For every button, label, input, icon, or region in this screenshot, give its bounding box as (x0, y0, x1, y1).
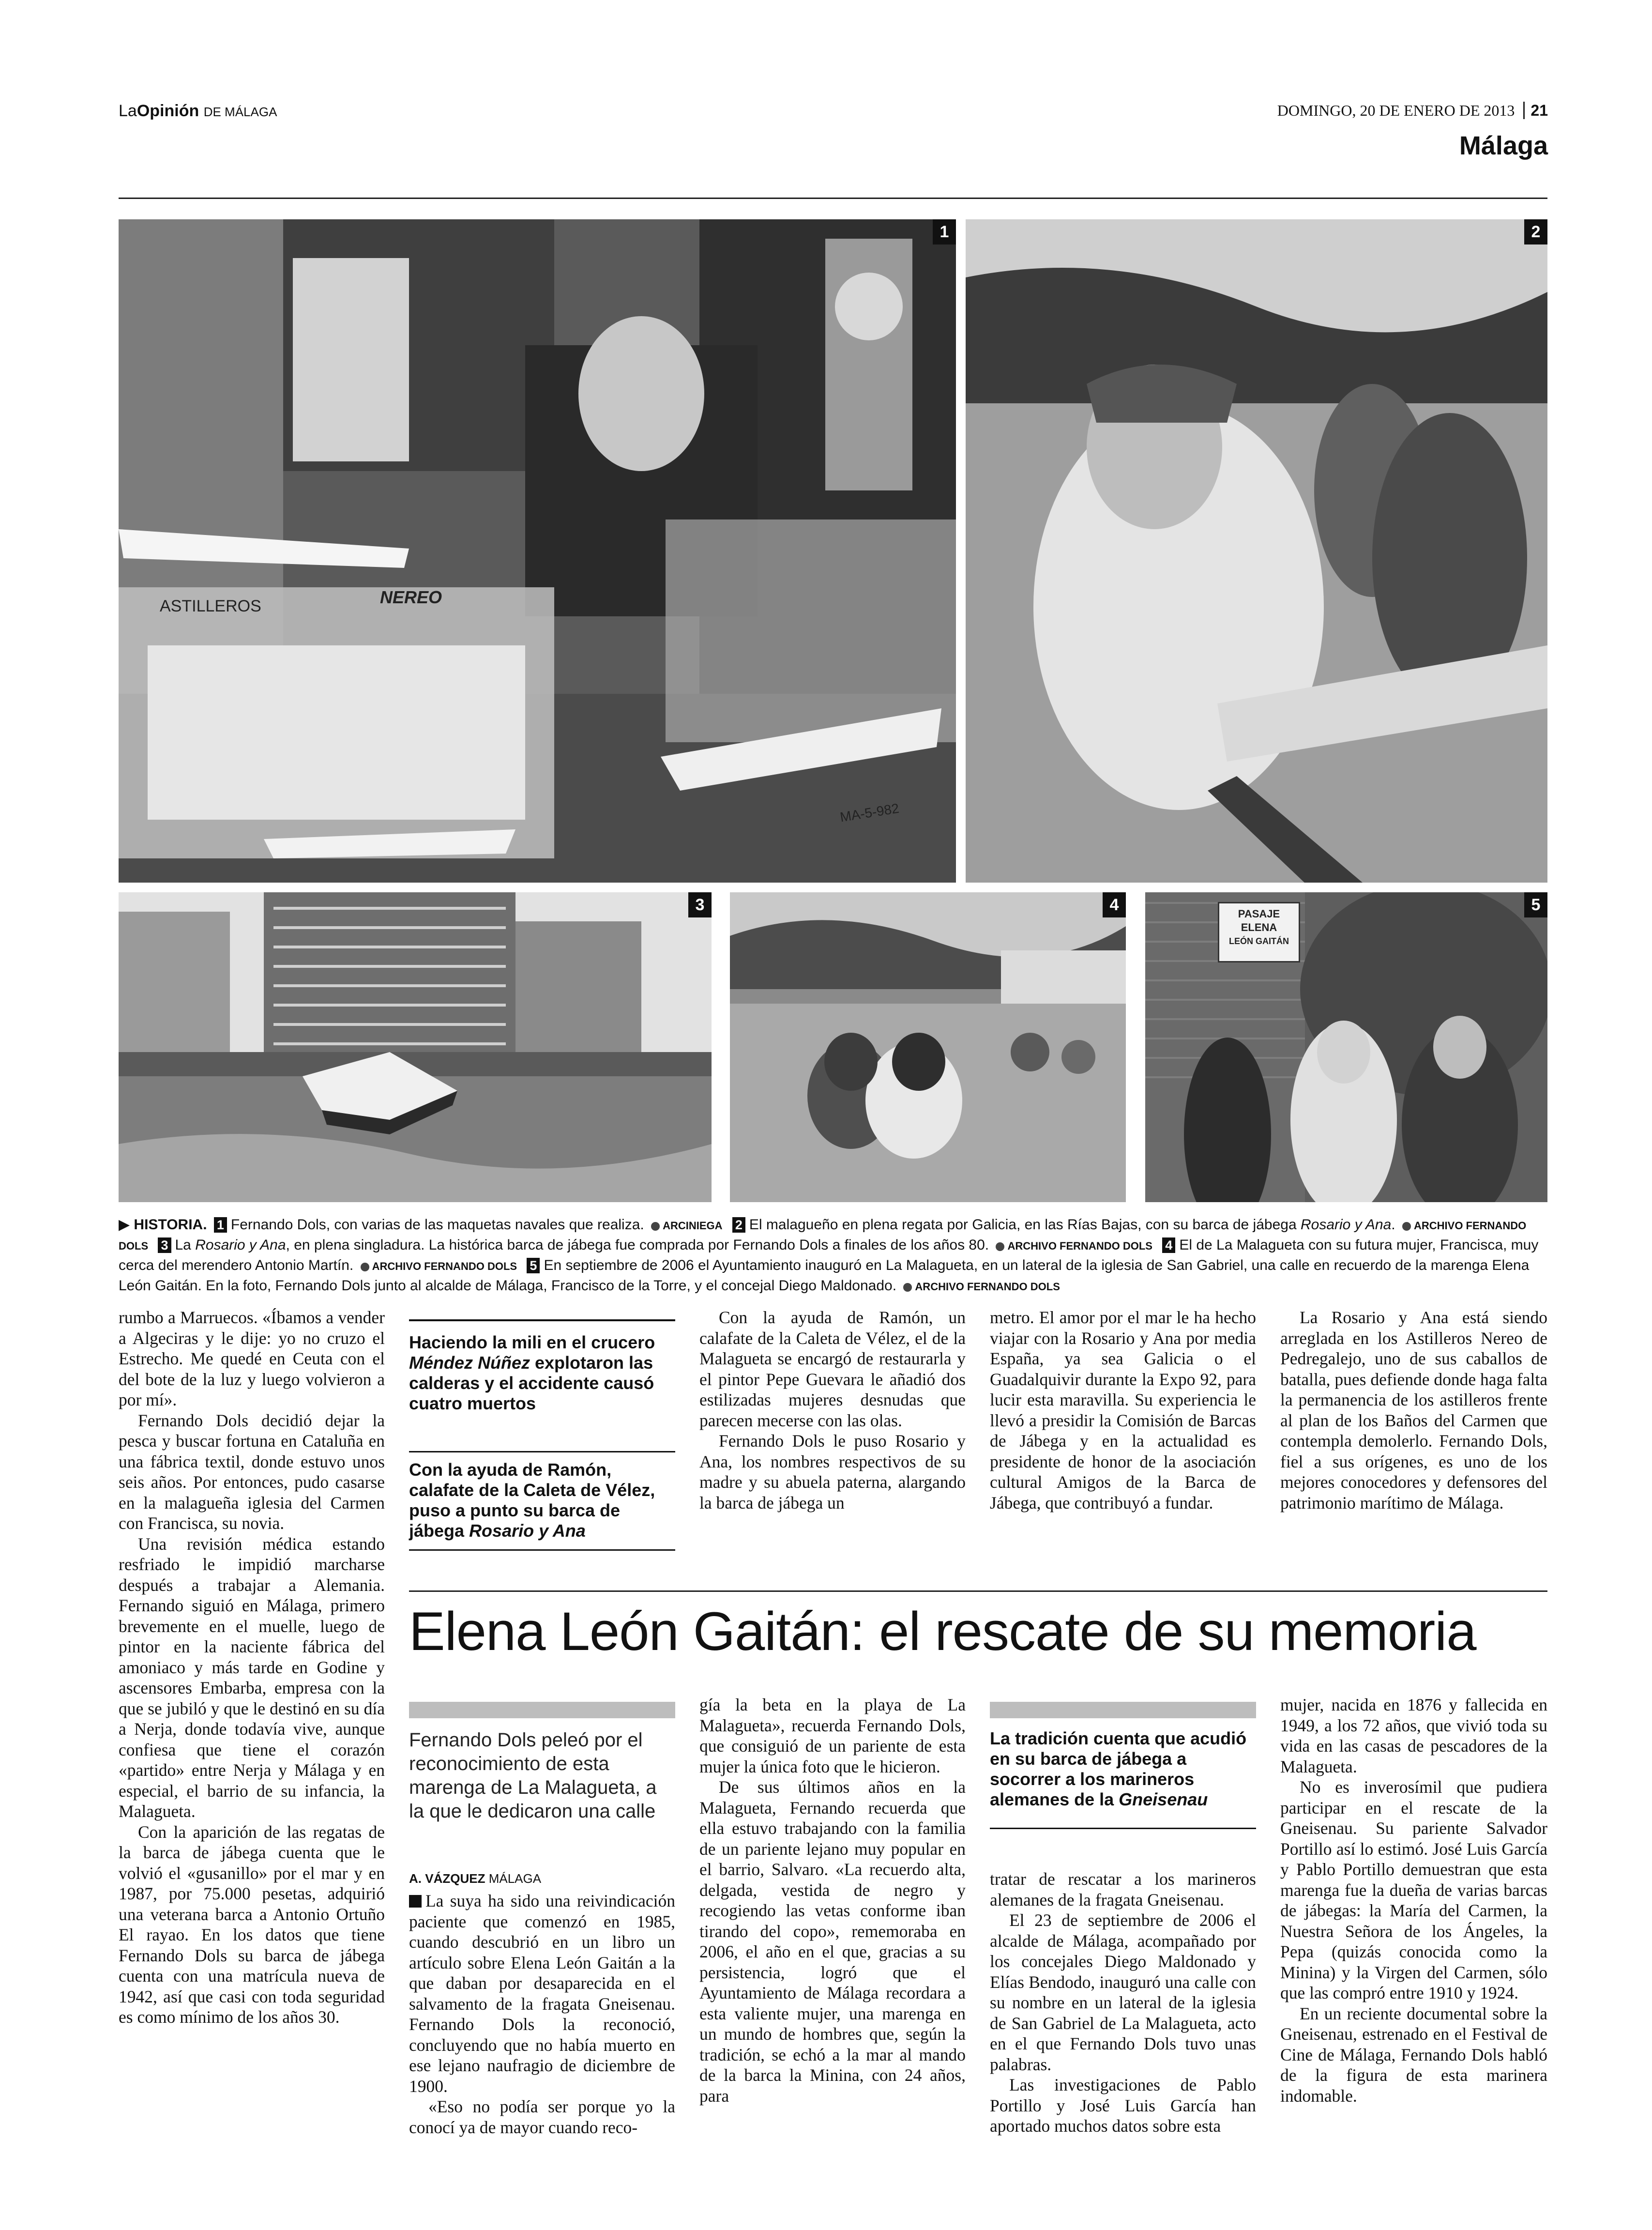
paragraph: Con la ayuda de Ramón, un calafate de la Caleta de Vélez, el de la Malagueta se encargó de restaurarla y el pintor Pepe Guevara le añadió dos estilizadas mujeres desnudas que parecen mecerse con las olas. (699, 1308, 966, 1430)
article-headline: Elena León Gaitán: el rescate de su memoria (409, 1601, 1476, 1662)
caption-text: El malagueño en plena regata por Galicia, en las Rías Bajas, con su barca de jábega (749, 1217, 1301, 1233)
caption-number: 1 (214, 1217, 227, 1233)
camera-icon (903, 1283, 912, 1292)
photo-number-badge: 2 (1524, 219, 1547, 244)
photo-credit-text: ARCINIEGA (663, 1220, 723, 1232)
street-sign-line-3: LEÓN GAITÁN (1229, 936, 1289, 946)
street-sign-line-2: ELENA (1241, 921, 1277, 933)
caption-text: La (175, 1237, 196, 1253)
street-sign-line-1: PASAJE (1238, 908, 1280, 920)
caption-number: 3 (158, 1237, 171, 1253)
byline-author: A. VÁZQUEZ (409, 1871, 485, 1886)
pullquote-divider (409, 1451, 675, 1452)
lower-column-2 (409, 1891, 675, 2138)
masthead-rule (119, 198, 1547, 199)
photo-credit (903, 1281, 1060, 1293)
photo-4-beach-couple (730, 892, 1126, 1202)
lower-column-5 (1280, 1695, 1547, 2106)
paragraph: Con la aparición de las regatas de la barca de jábega cuenta que le volvió el «gusanillo» por el mar y en 1987, por 75.000 pesetas, adquirió una veterana barca a Antonio Ortuño El rayao. En los datos que tiene Fernando Dols su barca de jábega cuenta con una matrícula nueva de 1942, así que casi con toda seguridad es como mínimo de los años 30. (119, 1822, 385, 2027)
paragraph: De sus últimos años en la Malagueta, Fernando recuerda que ella estuvo trabajando con la familia de un pariente lejano muy popular en el barrio, Salvaro. «La recuerdo alta, delgada, vestida de negro y recogiendo las vetas conforme iban tirando del copo», rememoraba en 2006, el año en el que, gracias a su persistencia, logró que el Ayuntamiento de Málaga recordara a esta valiente mujer, una marenga en un mundo de hombres que, según la tradición, se echó a la mar al mando de la barca la Minina, con 24 años, para (699, 1777, 966, 2106)
pullquote-rule (990, 1702, 1256, 1718)
caption-number: 4 (1162, 1237, 1175, 1253)
caption-number: 2 (732, 1217, 745, 1233)
article-divider (409, 1590, 1547, 1592)
caption-text: Fernando Dols, con varias de las maquetas navales que realiza. (230, 1217, 644, 1233)
article-column-3 (699, 1307, 966, 1513)
caption-text: , en plena singladura. La histórica barca de jábega fue comprada por Fernando Dols a finales de los años 80. (286, 1237, 989, 1253)
camera-icon (1402, 1222, 1411, 1231)
camera-icon (996, 1242, 1004, 1251)
camera-icon (361, 1263, 369, 1271)
paragraph: El 23 de septiembre de 2006 el alcalde de Málaga, acompañado por los concejales Diego Maldonado y Elías Bendodo, inauguró una calle con su nombre en un lateral de la iglesia de San Gabriel de La Malagueta, acto en el que Fernando Dols tuvo unas palabras. (990, 1910, 1256, 2074)
photo-credit-text: ARCHIVO FERNANDO DOLS (915, 1281, 1060, 1293)
lower-column-3 (699, 1695, 966, 2106)
street-sign (1218, 902, 1300, 962)
paragraph: «Eso no podía ser porque yo la conocí ya de mayor cuando reco- (409, 2097, 675, 2137)
brand-name: Opinión (136, 102, 199, 120)
paragraph: Una revisión médica estando resfriado le impidió marcharse después a trabajar a Alemania. Fernando siguió en Málaga, primero brevemente en el muelle, luego de pintor en la naciente fábrica del amoniaco y más tarde en Godine y ascensores Embarba, empresa con la que se jubiló y que le destinó en su día a Nerja, donde todavía vive, aunque confiesa que tiene el corazón «partido» entre Nerja y Málaga y en especial, el barrio de su infancia, la Malagueta. (119, 1534, 385, 1821)
byline-place: MÁLAGA (488, 1871, 542, 1886)
article-column-1 (119, 1307, 385, 2028)
caption-boat-name: Rosario y Ana (1300, 1217, 1392, 1233)
photo-5-street-inauguration (1145, 892, 1547, 1202)
paragraph: No es inverosímil que pudiera participar en el rescate de la Gneisenau. Su pariente Salvador Portillo así lo estimó. José Luis García y Pablo Portillo demuestran que esta marenga fue la dueña de varias barcas de jábegas: la María del Carmen, la Nuestra Señora de los Ángeles, la Pepa (quizás conocida como la Minina) y la Virgen del Carmen, sólo que las compró entre 1910 y 1924. (1280, 1777, 1547, 2002)
photo-credit-text: ARCHIVO FERNANDO DOLS (119, 1220, 1527, 1252)
photo-credit (361, 1260, 517, 1272)
pullquote-divider (990, 1828, 1256, 1829)
paragraph (409, 1891, 675, 2096)
brand-suffix: DE MÁLAGA (203, 105, 277, 119)
caption-text: En septiembre de 2006 el Ayuntamiento inauguró en La Malagueta, en un lateral de la iglesia de San Gabriel, una calle en recuerdo de la marenga Elena León Gaitán. En la foto, Fernando Dols junto al alcalde de Málaga, Francisco de la Torre, y el concejal Diego Maldonado. (119, 1257, 1530, 1294)
camera-icon (651, 1222, 660, 1231)
byline (409, 1871, 541, 1886)
paragraph: Las investigaciones de Pablo Portillo y José Luis García han aportado muchos datos sobre esta (990, 2075, 1256, 2136)
boat-registration: MA-5-982 (839, 800, 900, 825)
caption-lead: HISTORIA. (134, 1217, 207, 1233)
photo-credit (996, 1240, 1152, 1252)
caption-boat-name: Rosario y Ana (195, 1237, 286, 1253)
pullquote-text: Haciendo la mili en el crucero (409, 1332, 655, 1352)
paragraph: Fernando Dols decidió dejar la pesca y buscar fortuna en Cataluña en una fábrica textil, donde estuvo unos seis años. Por entonces, pudo casarse en la malagueña iglesia del Carmen con Francisca, su novia. (119, 1410, 385, 1533)
page-number: 21 (1523, 102, 1548, 119)
pullquote-3 (990, 1728, 1256, 1810)
pullquote-boat-name: Rosario y Ana (469, 1521, 586, 1541)
photo-credit-text: ARCHIVO FERNANDO DOLS (372, 1260, 517, 1272)
paragraph: mujer, nacida en 1876 y fallecida en 1949, a los 72 años, que vivió toda su vida en las casas de pescadores de la Malagueta. (1280, 1695, 1547, 1776)
photo-number-badge: 3 (688, 892, 712, 917)
lower-column-4 (990, 1869, 1256, 2137)
photo-credit (651, 1220, 722, 1232)
photo-number-badge: 5 (1524, 892, 1547, 917)
photo-caption (119, 1215, 1546, 1297)
caption-text: . (1391, 1217, 1395, 1233)
photo-1-model-ships (119, 219, 956, 883)
pullquote-1 (409, 1332, 675, 1414)
caption-text: El de La Malagueta con su futura mujer, Francisca, muy cerca del merendero Antonio Martín. (119, 1237, 1539, 1273)
model-sign-label: ASTILLEROS (160, 597, 261, 615)
article-column-5 (1280, 1307, 1547, 1513)
article-column-4 (990, 1307, 1256, 1513)
pullquote-ship-name: Gneisenau (1119, 1789, 1208, 1809)
subhead-rule (409, 1702, 675, 1718)
paragraph: gía la beta en la playa de La Malagueta», recuerda Fernando Dols, que consiguió de un pariente de esta mujer la única foto que le hicieron. (699, 1695, 966, 1776)
photo-number-badge: 4 (1103, 892, 1126, 917)
paragraph-text: La suya ha sido una reivindicación paciente que comenzó en 1985, cuando descubrió en un libro un artículo sobre Elena León Gaitán a la que daban por desaparecida en el salvamento de la fragata Gneisenau. Fernando Dols la reconoció, concluyendo que no había muerto en ese lejano naufragio de diciembre de 1900. (409, 1891, 675, 2096)
caption-number: 5 (527, 1258, 540, 1273)
pullquote-text: La tradición cuenta que acudió en su barca de jábega a socorrer a los marineros alemanes de la (990, 1728, 1247, 1809)
brand-prefix: La (119, 102, 137, 120)
issue-date: DOMINGO, 20 DE ENERO DE 2013 (1277, 102, 1515, 119)
article-subhead: Fernando Dols peleó por el reconocimiento de esta marenga de La Malagueta, a la que le dedicaron una calle (409, 1729, 657, 1822)
photo-number-badge: 1 (933, 219, 956, 244)
caption-arrow-icon: ▶ (119, 1217, 134, 1233)
pullquote-2 (409, 1460, 675, 1541)
model-name-label: NEREO (380, 587, 442, 607)
paragraph: La Rosario y Ana está siendo arreglada en los Astilleros Nereo de Pedregalejo, uno de sus caballos de batalla, pues defiende donde haga falta la permanencia de los astilleros frente al plan de los Baños del Carmen que contempla demolerlo. Fernando Dols, fiel a sus orígenes, es uno de los mejores conocedores y defensores del patrimonio marítimo de Málaga. (1280, 1308, 1547, 1512)
lead-square-icon (409, 1895, 422, 1908)
photo-credit-text: ARCHIVO FERNANDO DOLS (1007, 1240, 1152, 1252)
issue-date-block (1277, 102, 1548, 120)
pullquote-text: Con la ayuda de Ramón, calafate de la Caleta de Vélez, puso a punto su barca de jábega (409, 1460, 655, 1541)
photo-2-regatta (966, 219, 1547, 883)
section-title: Málaga (1459, 131, 1548, 160)
paragraph: metro. El amor por el mar le ha hecho viajar con la Rosario y Ana por media España, ya sea Galicia o el Guadalquivir durante la Expo 92, para lucir esta maravilla. Su experiencia le llevó a presidir la Comisión de Barcas de Jábega y en la actualidad es presidente de honor de la asociación cultural Amigos de la Barca de Jábega, que contribuyó a fundar. (990, 1308, 1256, 1512)
paragraph: rumbo a Marruecos. «Íbamos a vender a Algeciras y le dije: yo no cruzo el Estrecho. Me quedé en Ceuta con el del bote de la luz y luego volvieron a por mí». (119, 1308, 385, 1409)
photo-3-rosario-y-ana (119, 892, 712, 1202)
paragraph: En un reciente documental sobre la Gneisenau, estrenado en el Festival de Cine de Málaga, Fernando Dols habló de la figura de esta marinera indomable. (1280, 2003, 1547, 2106)
paragraph: tratar de rescatar a los marineros alemanes de la fragata Gneisenau. (990, 1869, 1256, 1909)
pullquote-text: explotaron las calderas y el accidente causó cuatro muertos (409, 1353, 654, 1413)
pullquote-rule (409, 1319, 675, 1321)
newspaper-brand (119, 102, 277, 121)
paragraph: Fernando Dols le puso Rosario y Ana, los nombres respectivos de su madre y su abuela paterna, alargando la barca de jábega un (699, 1431, 966, 1512)
pullquote-divider (409, 1549, 675, 1551)
pullquote-ship-name: Méndez Núñez (409, 1353, 530, 1373)
